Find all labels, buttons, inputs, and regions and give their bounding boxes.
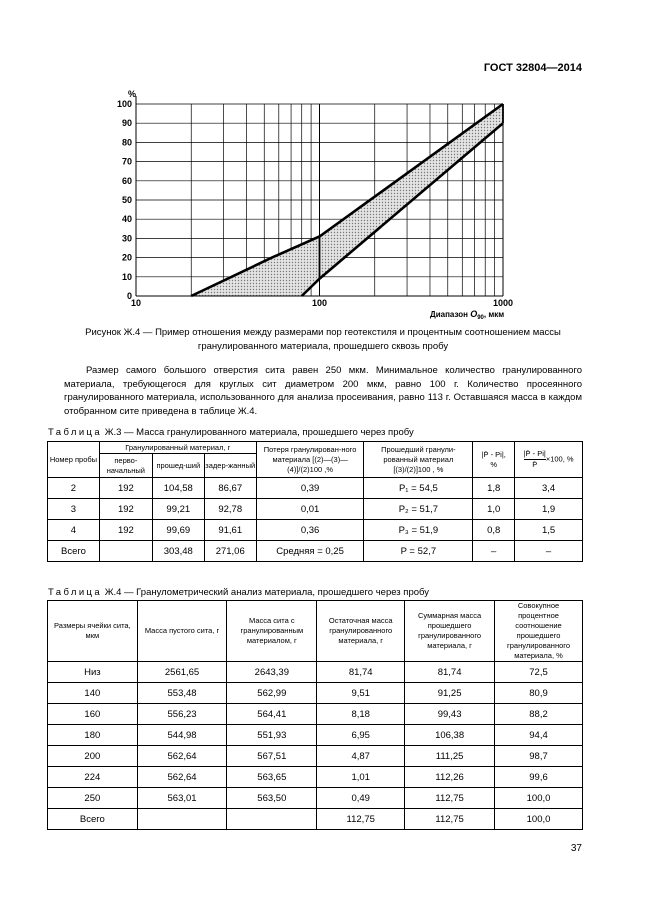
table-cell: 0,01	[256, 499, 364, 520]
table-cell: 112,75	[317, 809, 405, 830]
table-cell: 564,41	[227, 704, 317, 725]
table-cell: 112,75	[405, 788, 495, 809]
table-cell: 2	[48, 478, 100, 499]
th-loss: Потеря гранулирован-ного материала [(2)—(3)—(4)]/(2)100 ,%	[256, 442, 364, 478]
table4-title: Таблица Ж.4 — Гранулометрический анализ материала, прошедшего через пробу	[48, 587, 429, 598]
table-cell: 3	[48, 499, 100, 520]
table-cell	[227, 809, 317, 830]
table-mass-passed	[47, 441, 583, 562]
table-cell: 91,25	[405, 683, 495, 704]
th-deviation: |P̄ - Pi|, %	[473, 442, 515, 478]
table-cell: 3,4	[515, 478, 583, 499]
th-initial: перво-начальный	[99, 454, 152, 478]
table-row	[48, 809, 583, 830]
table-cell: 140	[48, 683, 138, 704]
y-tick-label: 70	[121, 156, 132, 167]
sieve-chart	[0, 0, 646, 330]
table-cell: 81,74	[405, 662, 495, 683]
table-cell: 160	[48, 704, 138, 725]
table-cell: 92,78	[204, 499, 256, 520]
table-cell: 0,8	[473, 520, 515, 541]
y-tick-label: 10	[121, 271, 132, 282]
table-cell: 112,75	[405, 809, 495, 830]
table3-title: Таблица Ж.3 — Масса гранулированного материала, прошедшего через пробу	[48, 427, 414, 438]
table-cell: 250	[48, 788, 138, 809]
table-row	[48, 725, 583, 746]
table-row	[48, 499, 583, 520]
table-cell	[99, 541, 152, 562]
th-passed-pct: Прошедший гранули-рованный материал [(3)/(2)]100 , %	[364, 442, 473, 478]
y-tick-label: 0	[126, 291, 132, 301]
table-cell: 99,6	[495, 767, 583, 788]
table-cell: 2643,39	[227, 662, 317, 683]
y-tick-label: 20	[121, 252, 132, 263]
table-row	[48, 746, 583, 767]
table-cell: 72,5	[495, 662, 583, 683]
x-axis-label: Диапазон $O_{90}$, мкм	[430, 309, 505, 321]
table-cell: 192	[99, 520, 152, 541]
y-axis-label: %	[128, 89, 137, 99]
table-cell: 192	[99, 499, 152, 520]
x-tick-label: 1000	[492, 298, 514, 308]
table-cell: 0,49	[317, 788, 405, 809]
table-row	[48, 662, 583, 683]
x-tick-labels	[131, 298, 513, 308]
table-cell: 192	[99, 478, 152, 499]
table-cell: 94,4	[495, 725, 583, 746]
table-cell: 99,43	[405, 704, 495, 725]
y-tick-labels	[117, 99, 132, 301]
table-cell: 4	[48, 520, 100, 541]
y-tick-label: 80	[121, 137, 132, 148]
table-cell: 98,7	[495, 746, 583, 767]
table-cell: 303,48	[152, 541, 204, 562]
table-cell: 2561,65	[137, 662, 227, 683]
figure-caption: Рисунок Ж.4 — Пример отношения между размерами пор геотекстиля и процентным соотношением массы гранулированного материала, прошедшего сквозь пробу	[85, 327, 561, 352]
column-header: Совокупное процентное соотношение прошедшего гранулированного материала, %	[495, 601, 583, 662]
table-cell: 100,0	[495, 809, 583, 830]
table-cell: 1,8	[473, 478, 515, 499]
table-cell: 563,01	[137, 788, 227, 809]
table-cell: 0,39	[256, 478, 364, 499]
column-header: Остаточная масса гранулированного материала, г	[317, 601, 405, 662]
table-header-row	[48, 601, 583, 662]
table-cell: 100,0	[495, 788, 583, 809]
table-cell: Средняя = 0,25	[256, 541, 364, 562]
x-tick-label: 100	[311, 298, 328, 308]
page-number: 37	[570, 843, 582, 854]
table-cell: 6,95	[317, 725, 405, 746]
table-cell: 224	[48, 767, 138, 788]
table-cell: 271,06	[204, 541, 256, 562]
table-cell: P = 52,7	[364, 541, 473, 562]
table-cell: 81,74	[317, 662, 405, 683]
y-tick-label: 40	[121, 214, 132, 225]
lower-boundary-line	[302, 123, 503, 296]
th-retained: задер-жанный	[204, 454, 256, 478]
table-cell: 567,51	[227, 746, 317, 767]
table-cell: 556,23	[137, 704, 227, 725]
y-tick-label: 50	[121, 195, 132, 205]
table-row	[48, 520, 583, 541]
table-cell: 80,9	[495, 683, 583, 704]
table-cell: 99,21	[152, 499, 204, 520]
table-cell: Всего	[48, 809, 138, 830]
table-row	[48, 478, 583, 499]
table-cell: 200	[48, 746, 138, 767]
table-cell: –	[473, 541, 515, 562]
y-tick-label: 30	[121, 233, 132, 244]
table-sieve-analysis	[47, 600, 583, 830]
table-cell: –	[515, 541, 583, 562]
table-cell: 1,0	[473, 499, 515, 520]
table-row	[48, 683, 583, 704]
th-relative: $\frac{|P̄ - Pi|}{P̄}\times 100$, %	[515, 442, 583, 478]
table-cell: 88,2	[495, 704, 583, 725]
th-passed: прошед-ший	[152, 454, 204, 478]
table-cell: 104,58	[152, 478, 204, 499]
table-cell: 1,01	[317, 767, 405, 788]
table-cell: 1,5	[515, 520, 583, 541]
table-cell: 551,93	[227, 725, 317, 746]
table-cell: 1,9	[515, 499, 583, 520]
table-row	[48, 541, 583, 562]
column-header: Размеры ячейки сита, мкм	[48, 601, 138, 662]
body-paragraph: Размер самого большого отверстия сита равен 250 мкм. Минимальное количество гранулированного материала, требующегося для круглых сит диаметром 200 мкм, равно 100 г. Количество просеянного гранулированного материала, использованного для анализа просеивания, равно 113 г. Оставшаяся масса в каждом отобранном сите приведена в таблице Ж.4.	[64, 365, 582, 417]
y-tick-label: 100	[116, 99, 132, 109]
column-header: Масса пустого сита, г	[137, 601, 227, 662]
th-number: Номер пробы	[48, 442, 100, 478]
table-cell: 4,87	[317, 746, 405, 767]
table-cell: 111,25	[405, 746, 495, 767]
x-tick-label: 10	[130, 298, 142, 308]
table-cell: 562,64	[137, 746, 227, 767]
table-cell: 562,64	[137, 767, 227, 788]
table-cell: 0,36	[256, 520, 364, 541]
table-cell: 9,51	[317, 683, 405, 704]
table-row	[48, 767, 583, 788]
table-cell: 544,98	[137, 725, 227, 746]
th-group: Гранулированный материал, г	[99, 442, 256, 454]
table-cell: 563,65	[227, 767, 317, 788]
table-cell: 553,48	[137, 683, 227, 704]
table-cell: P₂ = 51,7	[364, 499, 473, 520]
table-cell: Низ	[48, 662, 138, 683]
table-cell: 563,50	[227, 788, 317, 809]
table-row	[48, 788, 583, 809]
table-cell: 180	[48, 725, 138, 746]
table-cell: 91,61	[204, 520, 256, 541]
table-cell: 8,18	[317, 704, 405, 725]
y-tick-label: 60	[121, 175, 132, 186]
table-cell: 106,38	[405, 725, 495, 746]
table-cell: P₃ = 51,9	[364, 520, 473, 541]
table-cell: 86,67	[204, 478, 256, 499]
column-header: Масса сита с гранулированным материалом, г	[227, 601, 317, 662]
table-cell: 99,69	[152, 520, 204, 541]
table-cell	[137, 809, 227, 830]
table-cell: 562,99	[227, 683, 317, 704]
y-tick-label: 90	[121, 118, 132, 129]
standard-header: ГОСТ 32804—2014	[483, 62, 582, 74]
table-cell: Всего	[48, 541, 100, 562]
table-row	[48, 704, 583, 725]
table-cell: P₁ = 54,5	[364, 478, 473, 499]
column-header: Суммарная масса прошедшего гранулированного материала, г	[405, 601, 495, 662]
table-cell: 112,26	[405, 767, 495, 788]
